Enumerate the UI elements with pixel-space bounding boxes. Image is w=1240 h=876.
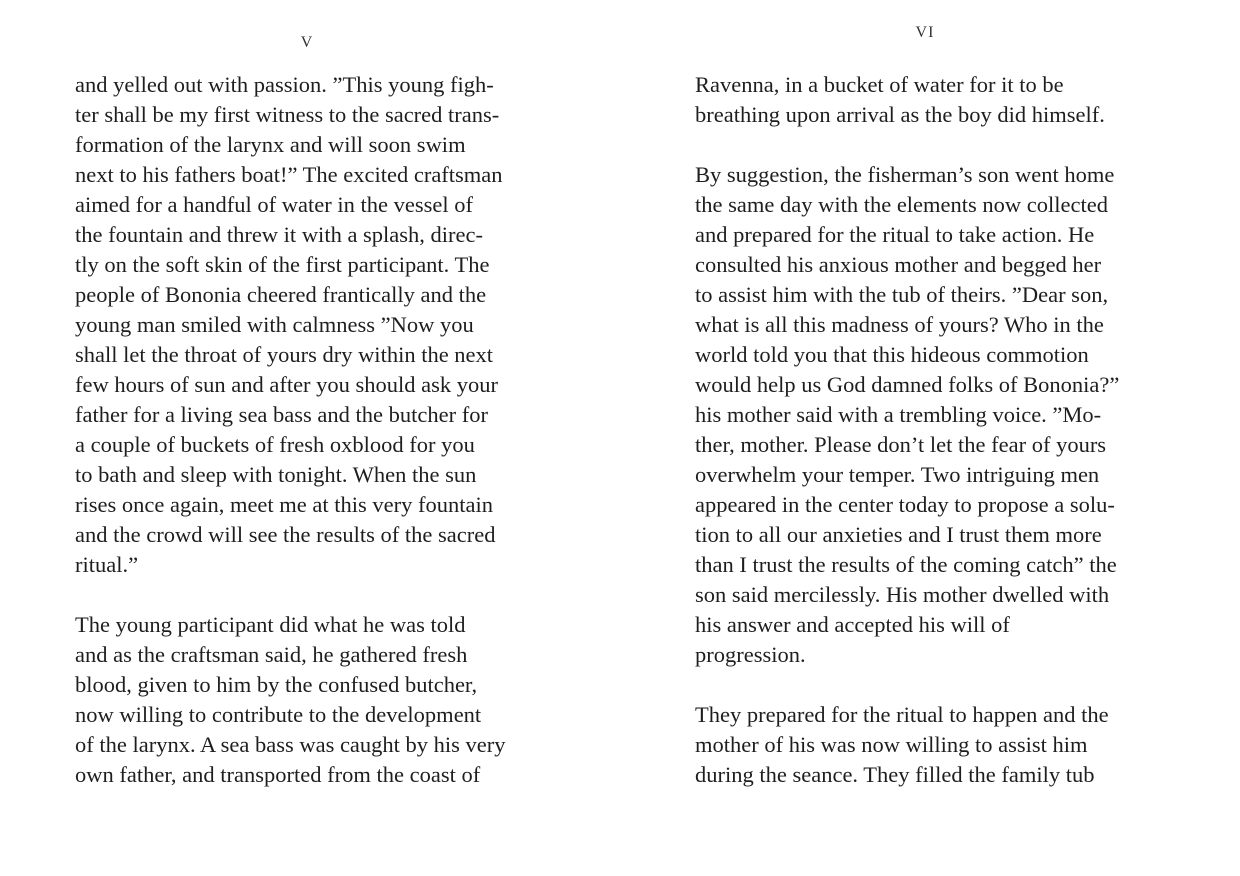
text-line: the same day with the elements now collected [695,192,1108,217]
text-line: rises once again, meet me at this very fountain [75,492,493,517]
text-line: to bath and sleep with tonight. When the sun [75,462,477,487]
text-line: father for a living sea bass and the butcher for [75,402,488,427]
paragraph [695,700,1195,790]
text-line: ritual.” [75,552,139,577]
text-line: what is all this madness of yours? Who in the [695,312,1104,337]
text-line: appeared in the center today to propose a solu- [695,492,1115,517]
text-line: to assist him with the tub of theirs. ”Dear son, [695,282,1109,307]
text-line: shall let the throat of yours dry within the next [75,342,494,367]
text-line: consulted his anxious mother and begged her [695,252,1102,277]
text-line: own father, and transported from the coast of [75,762,481,787]
page-number: VI [915,24,935,41]
page-number: V [300,34,314,51]
text-line: Ravenna, in a bucket of water for it to be [695,72,1064,97]
text-line: son said mercilessly. His mother dwelled with [695,582,1110,607]
paragraph [695,70,1195,130]
text-line: a couple of buckets of fresh oxblood for you [75,432,475,457]
paragraph-gap [75,580,565,610]
text-line: his mother said with a trembling voice. ”Mo- [695,402,1102,427]
text-line: people of Bononia cheered frantically and the [75,282,487,307]
text-line: now willing to contribute to the development [75,702,482,727]
text-line: of the larynx. A sea bass was caught by his very [75,732,506,757]
paragraph-gap [695,130,1195,160]
page-body [75,70,565,790]
text-line: By suggestion, the fisherman’s son went home [695,162,1115,187]
text-line: than I trust the results of the coming catch” the [695,552,1117,577]
text-line: the fountain and threw it with a splash, direc- [75,222,484,247]
text-line: aimed for a handful of water in the vessel of [75,192,473,217]
text-line: overwhelm your temper. Two intriguing men [695,462,1100,487]
text-line: would help us God damned folks of Bononia?” [695,372,1120,397]
text-line: few hours of sun and after you should ask your [75,372,499,397]
text-line: tion to all our anxieties and I trust them more [695,522,1102,547]
text-line: They prepared for the ritual to happen and the [695,702,1109,727]
text-line: formation of the larynx and will soon swim [75,132,466,157]
text-line: and the crowd will see the results of the sacred [75,522,496,547]
page-body [695,70,1195,790]
text-line: world told you that this hideous commotion [695,342,1089,367]
right-page [620,0,1240,876]
text-line: his answer and accepted his will of [695,612,1010,637]
paragraph [75,610,565,790]
text-line: young man smiled with calmness ”Now you [75,312,474,337]
text-line: during the seance. They filled the family tub [695,762,1095,787]
text-line: mother of his was now willing to assist him [695,732,1088,757]
text-line: tly on the soft skin of the first participant. The [75,252,490,277]
text-line: next to his fathers boat!” The excited craftsman [75,162,503,187]
text-line: progression. [695,642,806,667]
text-line: breathing upon arrival as the boy did himself. [695,102,1105,127]
paragraph [75,70,565,580]
paragraph-gap [695,670,1195,700]
text-line: The young participant did what he was told [75,612,466,637]
text-line: and prepared for the ritual to take action. He [695,222,1095,247]
text-line: blood, given to him by the confused butcher, [75,672,478,697]
text-line: and yelled out with passion. ”This young figh- [75,72,494,97]
paragraph [695,160,1195,670]
text-line: ther, mother. Please don’t let the fear of yours [695,432,1107,457]
text-line: ter shall be my first witness to the sacred trans- [75,102,500,127]
text-line: and as the craftsman said, he gathered fresh [75,642,468,667]
